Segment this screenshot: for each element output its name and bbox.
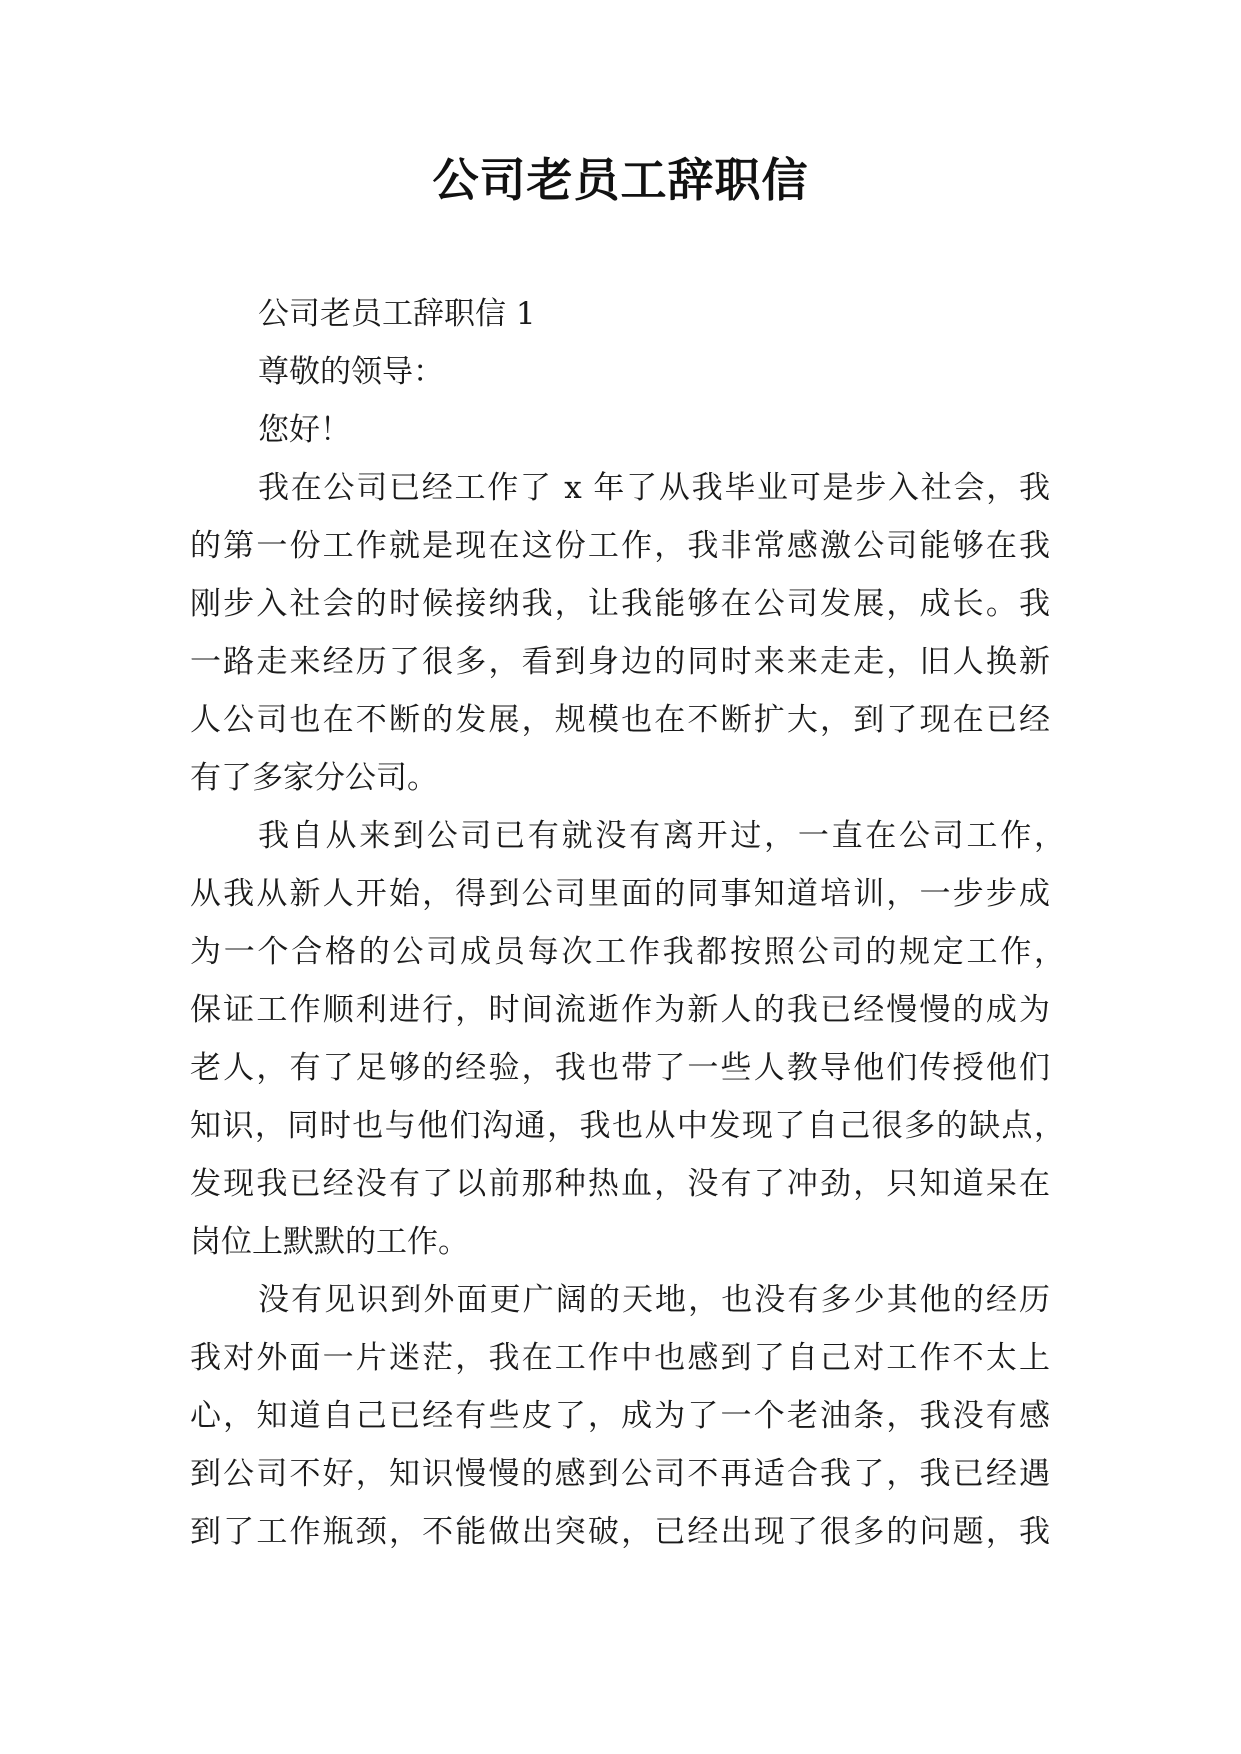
paragraph-3-line-1: 没有见识到外面更广阔的天地，也没有多少其他的经历	[258, 1282, 1050, 1318]
letter-salutation: 尊敬的领导：	[258, 354, 444, 390]
paragraph-3-line-4: 到公司不好，知识慢慢的感到公司不再适合我了，我已经遇	[190, 1456, 1050, 1492]
paragraph-2-line-5: 老人，有了足够的经验，我也带了一些人教导他们传授他们	[190, 1050, 1050, 1086]
paragraph-2-line-3: 为一个合格的公司成员每次工作我都按照公司的规定工作，	[190, 934, 1065, 970]
page-title: 公司老员工辞职信	[432, 153, 809, 207]
paragraph-1-line-1: 我在公司已经工作了 x 年了从我毕业可是步入社会，我	[258, 470, 1050, 506]
paragraph-2-line-8: 岗位上默默的工作。	[190, 1224, 469, 1260]
paragraph-1-line-3: 刚步入社会的时候接纳我，让我能够在公司发展，成长。我	[190, 586, 1050, 622]
paragraph-3-line-3: 心，知道自己已经有些皮了，成为了一个老油条，我没有感	[190, 1398, 1050, 1434]
letter-greeting: 您好！	[258, 412, 351, 448]
paragraph-2-line-6: 知识，同时也与他们沟通，我也从中发现了自己很多的缺点，	[190, 1108, 1065, 1144]
paragraph-2-line-1: 我自从来到公司已有就没有离开过，一直在公司工作，	[258, 818, 1065, 854]
paragraph-1-line-5: 人公司也在不断的发展，规模也在不断扩大，到了现在已经	[190, 702, 1050, 738]
paragraph-2-line-7: 发现我已经没有了以前那种热血，没有了冲劲，只知道呆在	[190, 1166, 1050, 1202]
paragraph-2-line-4: 保证工作顺利进行，时间流逝作为新人的我已经慢慢的成为	[190, 992, 1050, 1028]
paragraph-3-line-2: 我对外面一片迷茫，我在工作中也感到了自己对工作不太上	[190, 1340, 1050, 1376]
paragraph-1-line-4: 一路走来经历了很多，看到身边的同时来来走走，旧人换新	[190, 644, 1050, 680]
paragraph-2-line-2: 从我从新人开始，得到公司里面的同事知道培训，一步步成	[190, 876, 1050, 912]
paragraph-1-line-2: 的第一份工作就是现在这份工作，我非常感激公司能够在我	[190, 528, 1050, 564]
paragraph-1-line-6: 有了多家分公司。	[190, 760, 438, 796]
letter-subtitle: 公司老员工辞职信 1	[258, 296, 536, 332]
paragraph-3-line-5: 到了工作瓶颈，不能做出突破，已经出现了很多的问题，我	[190, 1514, 1050, 1550]
